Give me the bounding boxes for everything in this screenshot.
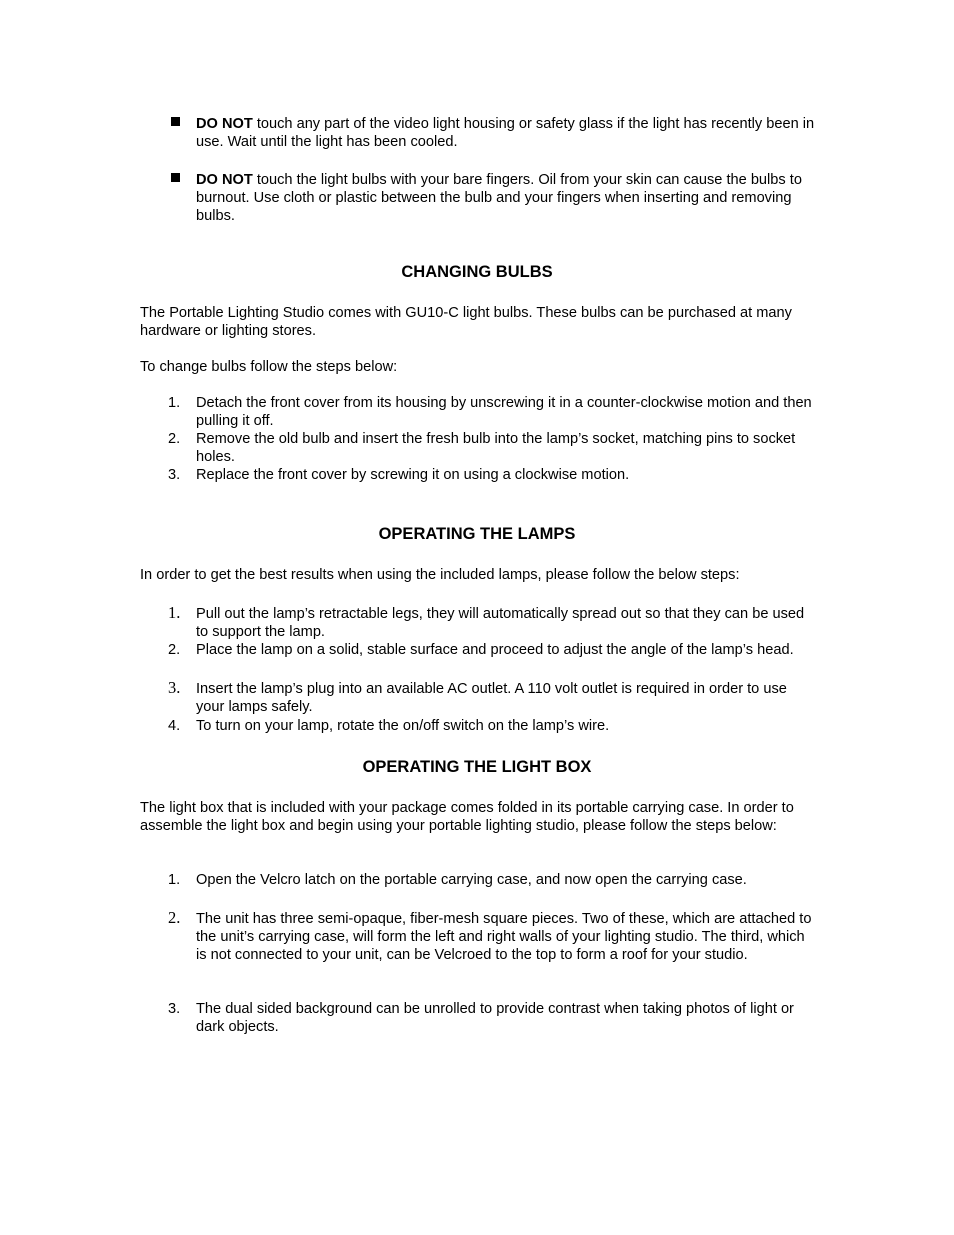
list-number: 2. bbox=[168, 431, 181, 447]
list-item-text: Remove the old bulb and insert the fresh bulb into the lamp’s socket, matching pins to socket holes. bbox=[196, 431, 796, 465]
list-number: 2. bbox=[168, 642, 181, 658]
section-heading-operating-lamps: OPERATING THE LAMPS bbox=[378, 525, 576, 543]
operating-lamps-intro: In order to get the best results when using the included lamps, please follow the below steps: bbox=[140, 567, 740, 583]
list-number: 3. bbox=[168, 678, 181, 697]
warning-text: DO NOT touch any part of the video light housing or safety glass if the light has recently been in use. Wait until the light has been cooled. bbox=[196, 116, 815, 150]
changing-bulbs-intro: The Portable Lighting Studio comes with GU10-C light bulbs. These bulbs can be purchased at many hardware or lighting stores. bbox=[140, 305, 792, 339]
section-heading-changing-bulbs: CHANGING BULBS bbox=[401, 263, 553, 281]
warning-text: DO NOT touch the light bulbs with your bare fingers. Oil from your skin can cause the bulbs to burnout. Use cloth or plastic between the bulb and your fingers when inserting and removing bulbs. bbox=[196, 172, 802, 224]
list-number: 1. bbox=[168, 603, 181, 622]
list-number: 4. bbox=[168, 718, 181, 734]
list-item-text: Detach the front cover from its housing by unscrewing it in a counter-clockwise motion and then pulling it off. bbox=[196, 395, 812, 429]
section-heading-operating-light-box: OPERATING THE LIGHT BOX bbox=[362, 758, 592, 776]
list-item-text: Open the Velcro latch on the portable carrying case, and now open the carrying case. bbox=[196, 872, 747, 888]
list-number: 2. bbox=[168, 908, 181, 927]
warning-emphasis: DO NOT bbox=[196, 116, 253, 132]
list-item-text: Pull out the lamp’s retractable legs, they will automatically spread out so that they can be used to support the lamp. bbox=[196, 606, 805, 640]
square-bullet-icon bbox=[171, 173, 180, 182]
changing-bulbs-lead: To change bulbs follow the steps below: bbox=[140, 359, 398, 375]
list-item-text: Insert the lamp’s plug into an available AC outlet. A 110 volt outlet is required in order to use your lamps safely. bbox=[196, 681, 787, 715]
operating-light-box-intro: The light box that is included with your package comes folded in its portable carrying case. In order to assemble the light box and begin using your portable lighting studio, please follow the steps below: bbox=[140, 800, 794, 834]
list-item-text: The unit has three semi-opaque, fiber-mesh square pieces. Two of these, which are attached to the unit’s carrying case, will form the left and right walls of your lighting studio. The third, which is not connected to your unit, can be Velcroed to the top to form a roof for your studio. bbox=[196, 911, 812, 963]
list-item-text: The dual sided background can be unrolled to provide contrast when taking photos of light or dark objects. bbox=[196, 1001, 794, 1035]
list-item-text: Replace the front cover by screwing it on using a clockwise motion. bbox=[196, 467, 630, 483]
list-number: 3. bbox=[168, 1001, 181, 1017]
list-number: 3. bbox=[168, 467, 181, 483]
list-item-text: Place the lamp on a solid, stable surface and proceed to adjust the angle of the lamp’s head. bbox=[196, 642, 794, 658]
warning-emphasis: DO NOT bbox=[196, 172, 253, 188]
list-number: 1. bbox=[168, 395, 181, 411]
list-number: 1. bbox=[168, 872, 181, 888]
list-item-text: To turn on your lamp, rotate the on/off switch on the lamp’s wire. bbox=[196, 718, 610, 734]
square-bullet-icon bbox=[171, 117, 180, 126]
